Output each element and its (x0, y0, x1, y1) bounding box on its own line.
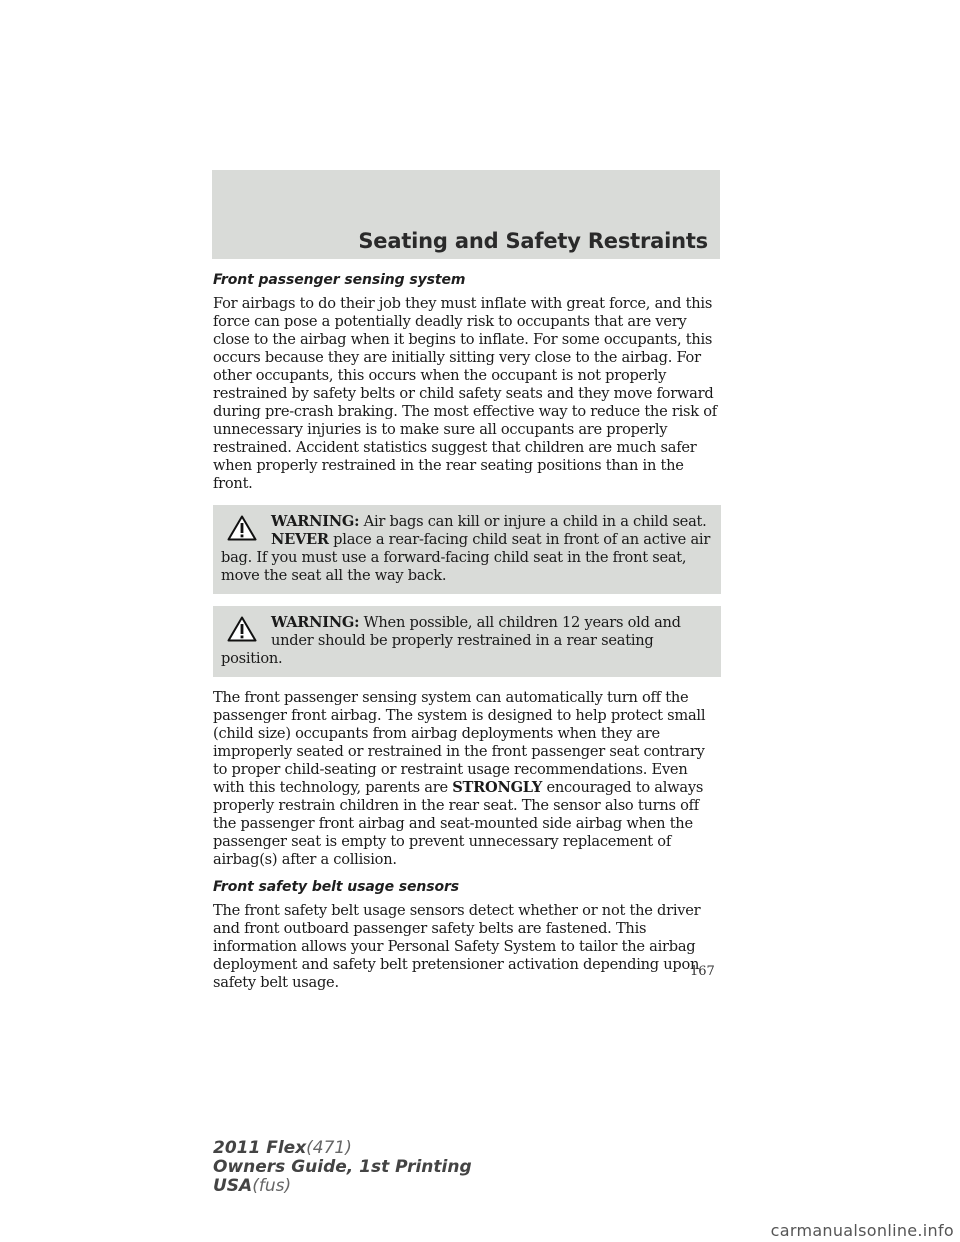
warning-emphasis: NEVER (271, 531, 329, 548)
page-number: 167 (690, 964, 715, 979)
warning-text: Air bags can kill or injure a child in a child seat. (359, 513, 707, 530)
paragraph-text: The front passenger sensing system can automatically turn off the passenger front airbag. The system is designed to help protect small (child size) occupants from airbag deployments when they are improperly seated or restrained in the front passenger seat contrary to proper child-seating or restraint usage recommendations. Even with this technology, parents are (213, 689, 706, 796)
footer-guide: Owners Guide, 1st Printing (213, 1157, 472, 1177)
footer-code: (471) (306, 1138, 352, 1158)
warning-triangle-icon (227, 616, 257, 642)
warning-text: When possible, all children 12 years old and under should be properly restrained in a rear seating position. (221, 614, 681, 667)
paragraph-text: encouraged to always properly restrain children in the rear seat. The sensor also turns off the passenger front airbag and seat-mounted side airbag when the passenger seat is empty to prevent unnecessary replacement of airbag(s) after a collision. (213, 779, 704, 868)
footer-model: 2011 Flex (213, 1138, 307, 1158)
section-header (212, 170, 720, 259)
page-content (213, 264, 721, 1002)
heading-belt-sensors: Front safety belt usage sensors (213, 879, 460, 895)
heading-passenger-sensing: Front passenger sensing system (213, 272, 466, 288)
warning-text: place a rear-facing child seat in front of an active air bag. If you must use a forward-facing child seat in the front seat, move the seat all the way back. (221, 531, 711, 584)
paragraph-belt-sensors: The front safety belt usage sensors detect whether or not the driver and front outboard passenger safety belts are fastened. This information allows your Personal Safety System to tailor the airbag deployment and safety belt pretensioner activation depending upon safety belt usage. (213, 902, 701, 991)
warning-label: WARNING: (271, 614, 360, 631)
warning-box-children-rear (213, 606, 721, 677)
footer-market-code: (fus) (252, 1176, 292, 1196)
watermark-link[interactable]: carmanualsonline.info (770, 1221, 954, 1240)
footer-market: USA (213, 1176, 253, 1196)
paragraph-sensing-system (213, 689, 721, 869)
warning-box-child-seat (213, 505, 721, 594)
print-footer (213, 1139, 472, 1196)
warning-label: WARNING: (271, 513, 360, 530)
warning-triangle-icon (227, 515, 257, 541)
strongly-emphasis: STRONGLY (452, 779, 543, 796)
section-title: Seating and Safety Restraints (358, 229, 708, 253)
paragraph-intro: For airbags to do their job they must inflate with great force, and this force can pose a potentially deadly risk to occupants that are very close to the airbag when it begins to inflate. For some occupants, this occurs because they are initially sitting very close to the airbag. For other occupants, this occurs when the occupant is not properly restrained by safety belts or child safety seats and they move forward during pre-crash braking. The most effective way to reduce the risk of unnecessary injuries is to make sure all occupants are properly restrained. Accident statistics suggest that children are much safer when properly restrained in the rear seating positions than in the front. (213, 295, 717, 492)
